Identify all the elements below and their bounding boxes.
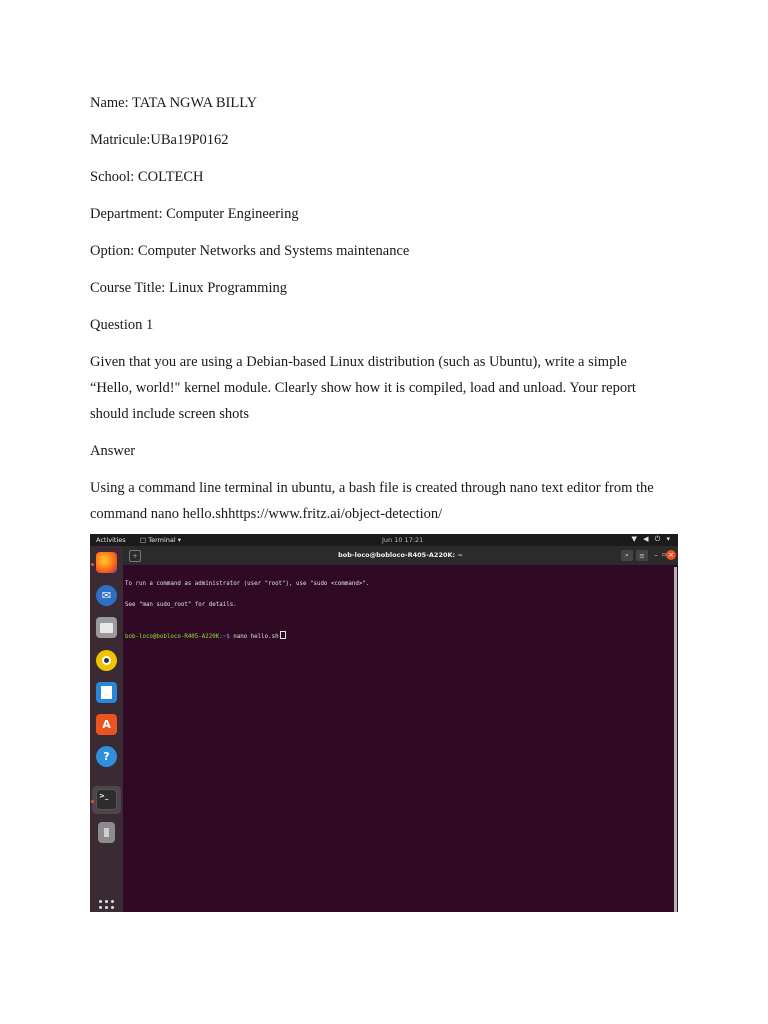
files-icon[interactable] [96,617,117,638]
software-center-icon[interactable]: A [96,714,117,735]
terminal-output[interactable] [125,567,665,655]
terminal-screenshot [90,534,678,912]
minimize-icon[interactable]: – [654,551,658,559]
scrollbar[interactable] [674,567,677,912]
terminal-window[interactable] [123,546,678,912]
answer-text: Using a command line terminal in ubuntu, a bash file is created through nano text editor from the command nano hello.shhttps://www.fritz.ai/object-detection/ [90,480,654,522]
prompt-line [125,631,665,641]
prompt-user: bob-loco@bobloco-R405-A220K [125,634,220,640]
running-indicator [91,800,94,803]
terminal-icon[interactable]: >_ [96,789,117,810]
clock[interactable]: Jun 10 17:21 [382,536,424,544]
show-apps-icon[interactable] [99,900,114,912]
school: School: COLTECH [90,169,204,185]
terminal-title: bob-loco@bobloco-R405-A220K: ~ [338,551,463,559]
typed-command: nano hello.sh [229,634,279,640]
course-title: Course Title: Linux Programming [90,280,287,296]
ubuntu-dock [90,546,123,912]
usb-drive-icon[interactable] [98,822,115,843]
document-body [90,90,670,538]
new-tab-icon[interactable]: + [129,550,141,562]
answer-heading: Answer [90,443,136,459]
system-tray-icons[interactable]: ▼ ◀ ⏻ ▾ [631,535,672,543]
firefox-icon[interactable] [96,552,117,573]
option: Option: Computer Networks and Systems maintenance [90,243,410,259]
rhythmbox-icon[interactable] [96,650,117,671]
department: Department: Computer Engineering [90,206,299,222]
activities-button[interactable]: Activities [96,536,126,544]
text-cursor [280,631,286,639]
thunderbird-icon[interactable]: ✉ [96,585,117,606]
output-line: To run a command as administrator (user "root"), use "sudo <command>". [125,581,370,587]
search-icon[interactable]: ⌕ [621,550,633,561]
close-icon[interactable]: × [666,550,676,560]
menu-icon[interactable]: ≡ [636,550,648,561]
student-name: Name: TATA NGWA BILLY [90,95,258,111]
help-icon[interactable]: ? [96,746,117,767]
ubuntu-top-bar [90,534,678,546]
prompt-path: :~$ [219,634,230,640]
terminal-header-bar [123,546,678,565]
matricule: Matricule:UBa19P0162 [90,132,229,148]
question-text: Given that you are using a Debian-based Linux distribution (such as Ubuntu), write a simple “Hello, world!" kernel module. Clearly show how it is compiled, load and unload. Your report should include screen shots [90,354,636,422]
terminal-app-menu[interactable]: □ Terminal ▾ [140,536,182,544]
question-heading: Question 1 [90,317,154,333]
maximize-icon[interactable]: ▫ [661,551,667,558]
writer-icon[interactable] [96,682,117,703]
running-indicator [91,563,94,566]
output-line: See "man sudo_root" for details. [125,602,237,608]
